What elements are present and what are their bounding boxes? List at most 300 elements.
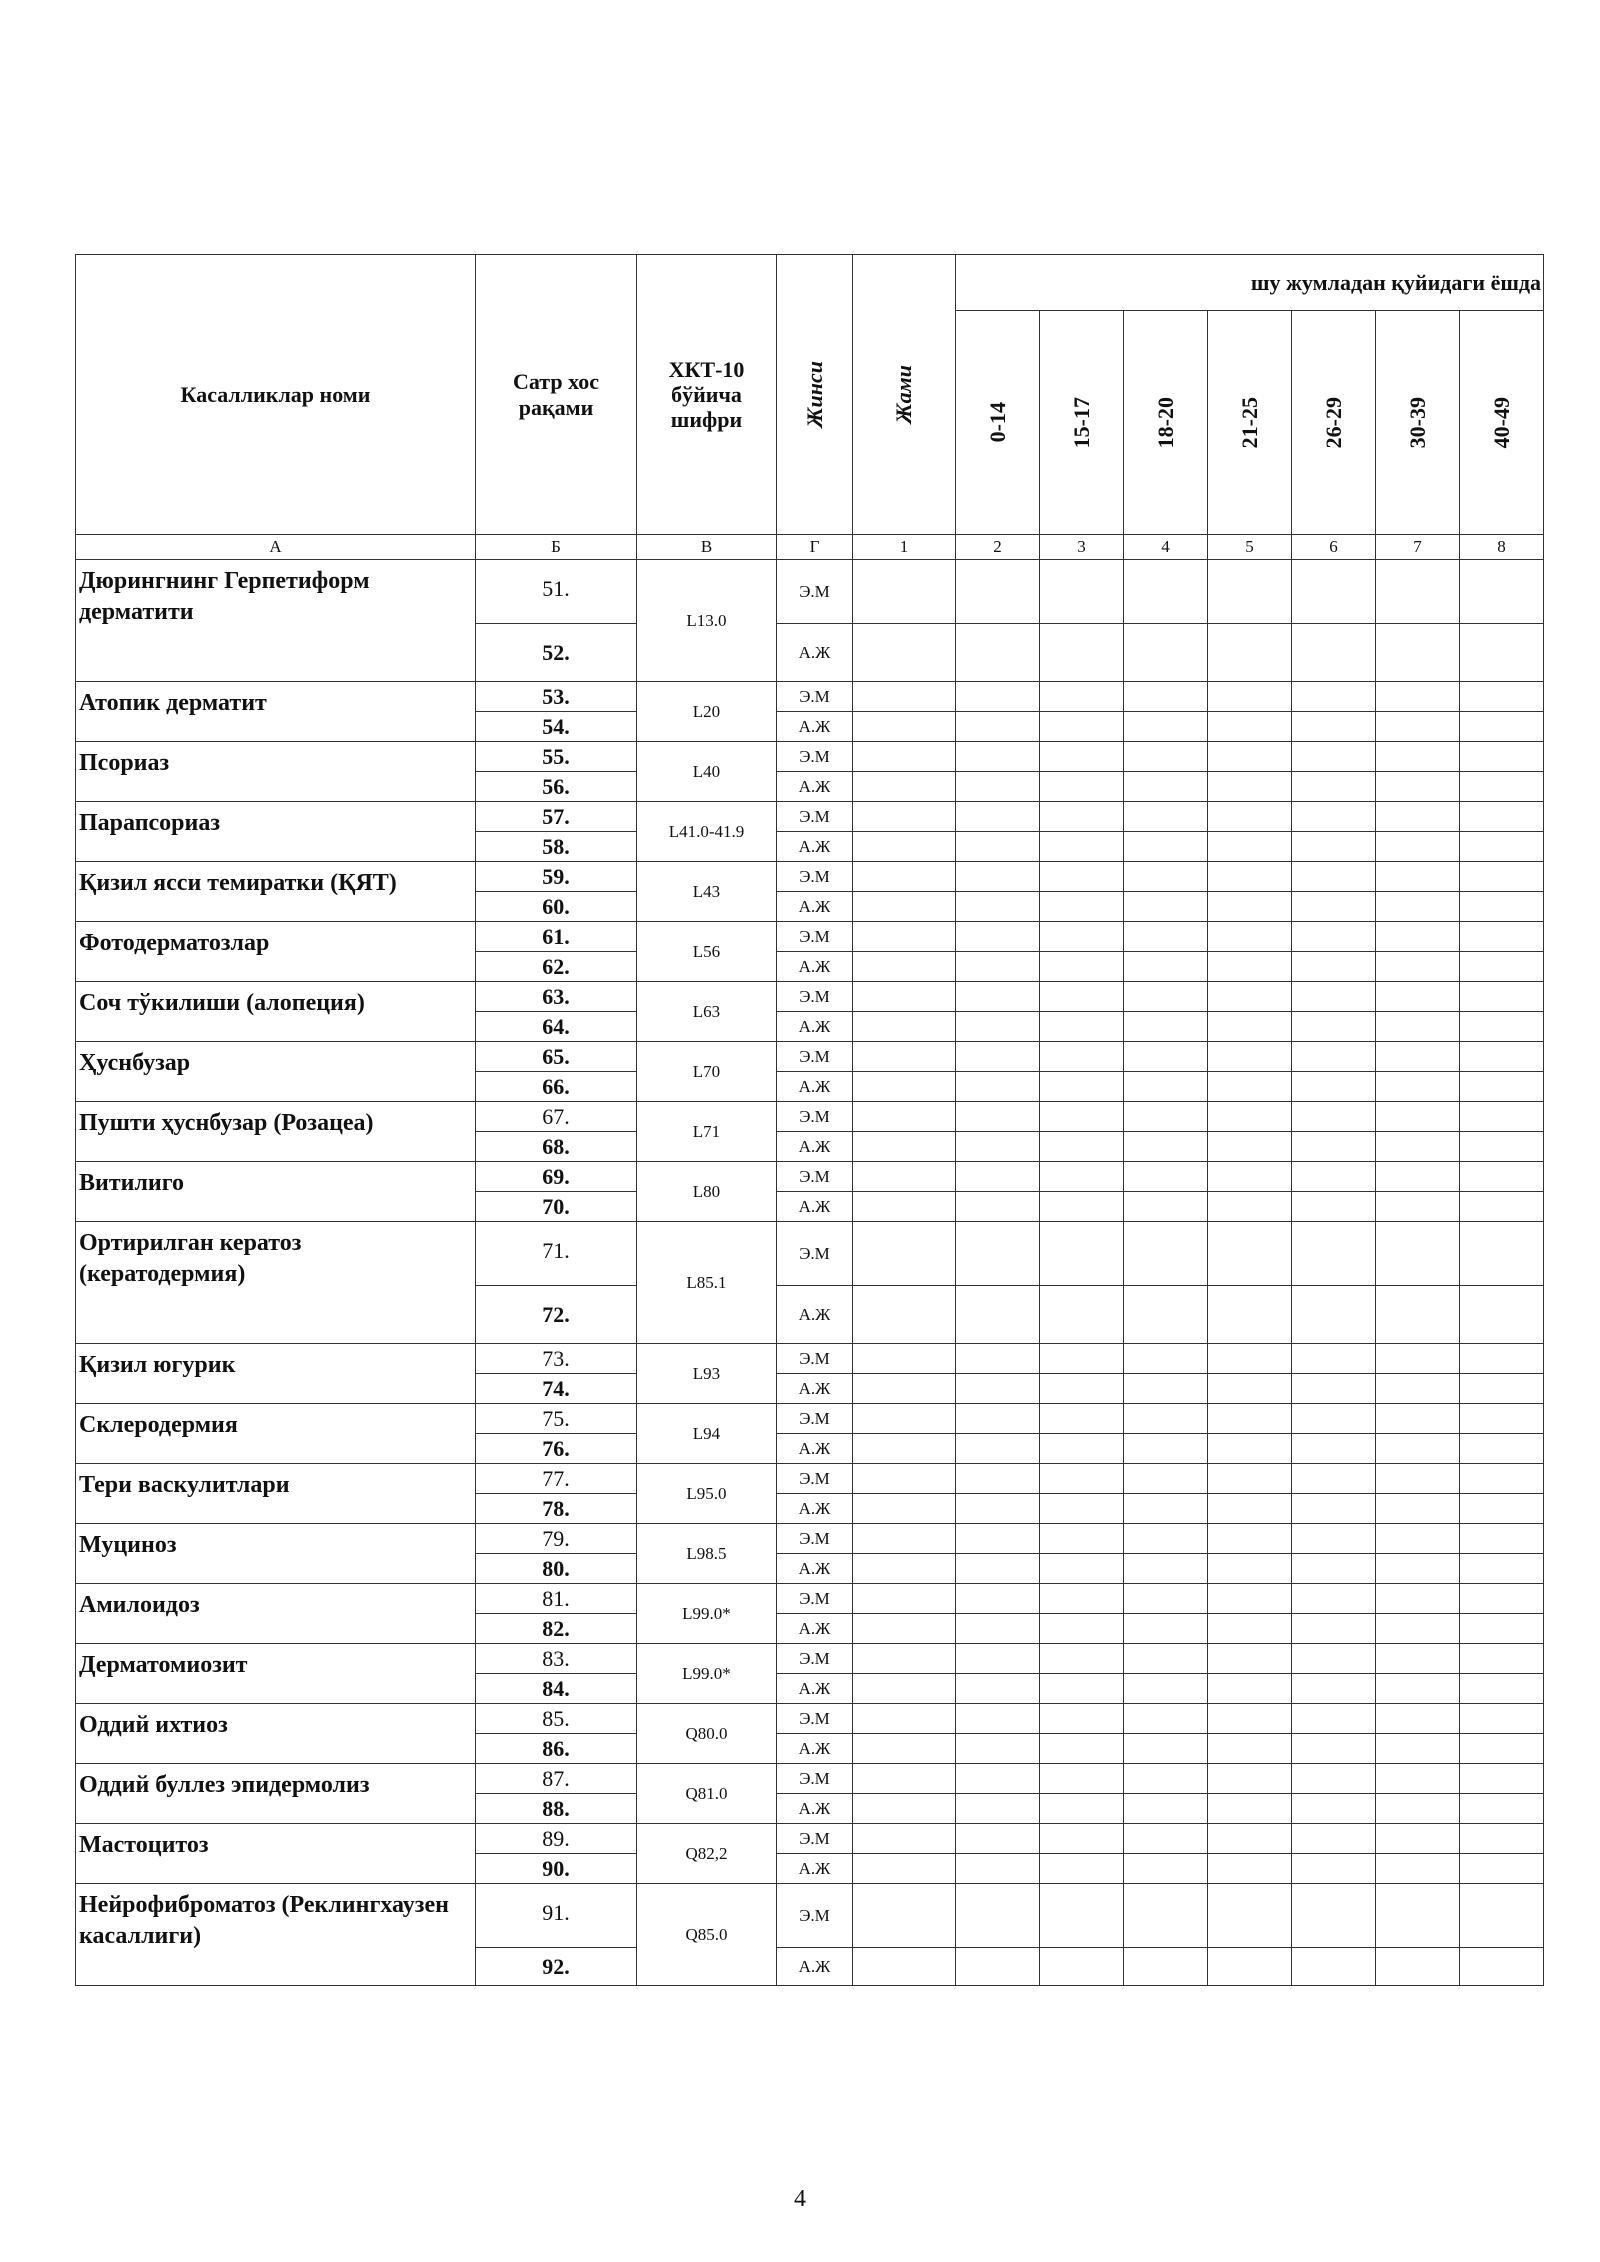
age-input-cell[interactable] <box>1460 1012 1544 1042</box>
age-input-cell[interactable] <box>956 1734 1040 1764</box>
age-input-cell[interactable] <box>1208 1734 1292 1764</box>
age-input-cell[interactable] <box>1292 922 1376 952</box>
age-input-cell[interactable] <box>1124 1222 1208 1286</box>
age-input-cell[interactable] <box>1460 862 1544 892</box>
total-input-cell[interactable] <box>853 1884 956 1948</box>
age-input-cell[interactable] <box>1460 1674 1544 1704</box>
age-input-cell[interactable] <box>1376 1222 1460 1286</box>
age-input-cell[interactable] <box>1040 892 1124 922</box>
age-input-cell[interactable] <box>1292 742 1376 772</box>
age-input-cell[interactable] <box>1460 1042 1544 1072</box>
age-input-cell[interactable] <box>1460 1404 1544 1434</box>
age-input-cell[interactable] <box>1460 1824 1544 1854</box>
total-input-cell[interactable] <box>853 1222 956 1286</box>
age-input-cell[interactable] <box>1376 982 1460 1012</box>
age-input-cell[interactable] <box>956 1674 1040 1704</box>
age-input-cell[interactable] <box>956 1344 1040 1374</box>
age-input-cell[interactable] <box>1040 772 1124 802</box>
age-input-cell[interactable] <box>1208 1222 1292 1286</box>
age-input-cell[interactable] <box>1376 1072 1460 1102</box>
age-input-cell[interactable] <box>1124 712 1208 742</box>
age-input-cell[interactable] <box>1292 1404 1376 1434</box>
age-input-cell[interactable] <box>1376 1344 1460 1374</box>
age-input-cell[interactable] <box>1292 1824 1376 1854</box>
age-input-cell[interactable] <box>1040 1704 1124 1734</box>
age-input-cell[interactable] <box>1376 1794 1460 1824</box>
age-input-cell[interactable] <box>956 1554 1040 1584</box>
age-input-cell[interactable] <box>1208 1494 1292 1524</box>
age-input-cell[interactable] <box>1040 742 1124 772</box>
age-input-cell[interactable] <box>1460 682 1544 712</box>
age-input-cell[interactable] <box>1292 1012 1376 1042</box>
age-input-cell[interactable] <box>1208 1674 1292 1704</box>
age-input-cell[interactable] <box>1460 712 1544 742</box>
total-input-cell[interactable] <box>853 1132 956 1162</box>
total-input-cell[interactable] <box>853 832 956 862</box>
age-input-cell[interactable] <box>1460 982 1544 1012</box>
age-input-cell[interactable] <box>956 624 1040 682</box>
age-input-cell[interactable] <box>956 1524 1040 1554</box>
age-input-cell[interactable] <box>1124 1734 1208 1764</box>
age-input-cell[interactable] <box>956 1704 1040 1734</box>
age-input-cell[interactable] <box>956 742 1040 772</box>
total-input-cell[interactable] <box>853 1344 956 1374</box>
age-input-cell[interactable] <box>956 952 1040 982</box>
total-input-cell[interactable] <box>853 1072 956 1102</box>
age-input-cell[interactable] <box>1208 682 1292 712</box>
total-input-cell[interactable] <box>853 1854 956 1884</box>
age-input-cell[interactable] <box>956 712 1040 742</box>
age-input-cell[interactable] <box>1208 1012 1292 1042</box>
age-input-cell[interactable] <box>1124 1764 1208 1794</box>
age-input-cell[interactable] <box>1376 952 1460 982</box>
total-input-cell[interactable] <box>853 772 956 802</box>
age-input-cell[interactable] <box>956 1162 1040 1192</box>
age-input-cell[interactable] <box>956 560 1040 624</box>
age-input-cell[interactable] <box>1124 1948 1208 1986</box>
age-input-cell[interactable] <box>1376 742 1460 772</box>
age-input-cell[interactable] <box>1460 1132 1544 1162</box>
total-input-cell[interactable] <box>853 1434 956 1464</box>
age-input-cell[interactable] <box>1460 1102 1544 1132</box>
total-input-cell[interactable] <box>853 1404 956 1434</box>
age-input-cell[interactable] <box>956 1644 1040 1674</box>
age-input-cell[interactable] <box>1376 1012 1460 1042</box>
age-input-cell[interactable] <box>1292 1644 1376 1674</box>
age-input-cell[interactable] <box>1460 1734 1544 1764</box>
age-input-cell[interactable] <box>1208 772 1292 802</box>
age-input-cell[interactable] <box>1040 682 1124 712</box>
total-input-cell[interactable] <box>853 1494 956 1524</box>
age-input-cell[interactable] <box>1376 1734 1460 1764</box>
age-input-cell[interactable] <box>1292 862 1376 892</box>
age-input-cell[interactable] <box>1376 1614 1460 1644</box>
age-input-cell[interactable] <box>1208 1434 1292 1464</box>
age-input-cell[interactable] <box>956 772 1040 802</box>
age-input-cell[interactable] <box>1376 1464 1460 1494</box>
age-input-cell[interactable] <box>1292 1374 1376 1404</box>
age-input-cell[interactable] <box>1040 862 1124 892</box>
total-input-cell[interactable] <box>853 922 956 952</box>
age-input-cell[interactable] <box>1040 1554 1124 1584</box>
age-input-cell[interactable] <box>1292 1704 1376 1734</box>
total-input-cell[interactable] <box>853 1192 956 1222</box>
age-input-cell[interactable] <box>1208 1464 1292 1494</box>
age-input-cell[interactable] <box>1376 1404 1460 1434</box>
age-input-cell[interactable] <box>1208 712 1292 742</box>
age-input-cell[interactable] <box>1040 1464 1124 1494</box>
age-input-cell[interactable] <box>1124 1524 1208 1554</box>
age-input-cell[interactable] <box>1376 712 1460 742</box>
total-input-cell[interactable] <box>853 802 956 832</box>
total-input-cell[interactable] <box>853 1012 956 1042</box>
age-input-cell[interactable] <box>1292 1584 1376 1614</box>
age-input-cell[interactable] <box>1460 1524 1544 1554</box>
age-input-cell[interactable] <box>1376 1434 1460 1464</box>
age-input-cell[interactable] <box>1376 1042 1460 1072</box>
age-input-cell[interactable] <box>1460 1948 1544 1986</box>
age-input-cell[interactable] <box>1208 1192 1292 1222</box>
age-input-cell[interactable] <box>1460 1584 1544 1614</box>
age-input-cell[interactable] <box>1208 802 1292 832</box>
age-input-cell[interactable] <box>1040 1404 1124 1434</box>
age-input-cell[interactable] <box>1292 712 1376 742</box>
age-input-cell[interactable] <box>1292 682 1376 712</box>
age-input-cell[interactable] <box>1292 624 1376 682</box>
age-input-cell[interactable] <box>1124 1824 1208 1854</box>
age-input-cell[interactable] <box>1124 982 1208 1012</box>
age-input-cell[interactable] <box>1292 1674 1376 1704</box>
age-input-cell[interactable] <box>1292 1192 1376 1222</box>
age-input-cell[interactable] <box>1040 1884 1124 1948</box>
age-input-cell[interactable] <box>1124 1584 1208 1614</box>
age-input-cell[interactable] <box>1292 1434 1376 1464</box>
age-input-cell[interactable] <box>1376 1524 1460 1554</box>
total-input-cell[interactable] <box>853 1704 956 1734</box>
total-input-cell[interactable] <box>853 1102 956 1132</box>
age-input-cell[interactable] <box>956 1948 1040 1986</box>
age-input-cell[interactable] <box>1292 1794 1376 1824</box>
total-input-cell[interactable] <box>853 1948 956 1986</box>
age-input-cell[interactable] <box>1376 1644 1460 1674</box>
age-input-cell[interactable] <box>1040 1192 1124 1222</box>
age-input-cell[interactable] <box>1460 1072 1544 1102</box>
total-input-cell[interactable] <box>853 952 956 982</box>
age-input-cell[interactable] <box>1292 1072 1376 1102</box>
age-input-cell[interactable] <box>1040 624 1124 682</box>
age-input-cell[interactable] <box>1460 1614 1544 1644</box>
age-input-cell[interactable] <box>1124 1884 1208 1948</box>
age-input-cell[interactable] <box>1040 1286 1124 1344</box>
age-input-cell[interactable] <box>1124 1464 1208 1494</box>
age-input-cell[interactable] <box>1124 624 1208 682</box>
total-input-cell[interactable] <box>853 982 956 1012</box>
age-input-cell[interactable] <box>1124 1554 1208 1584</box>
age-input-cell[interactable] <box>1040 1614 1124 1644</box>
age-input-cell[interactable] <box>1124 1704 1208 1734</box>
age-input-cell[interactable] <box>956 1192 1040 1222</box>
age-input-cell[interactable] <box>1208 1764 1292 1794</box>
age-input-cell[interactable] <box>1460 1884 1544 1948</box>
total-input-cell[interactable] <box>853 892 956 922</box>
age-input-cell[interactable] <box>1292 1222 1376 1286</box>
age-input-cell[interactable] <box>1292 1102 1376 1132</box>
total-input-cell[interactable] <box>853 1524 956 1554</box>
age-input-cell[interactable] <box>1292 1132 1376 1162</box>
age-input-cell[interactable] <box>1460 742 1544 772</box>
age-input-cell[interactable] <box>1460 1854 1544 1884</box>
age-input-cell[interactable] <box>1376 892 1460 922</box>
age-input-cell[interactable] <box>1208 1644 1292 1674</box>
total-input-cell[interactable] <box>853 1162 956 1192</box>
total-input-cell[interactable] <box>853 1554 956 1584</box>
age-input-cell[interactable] <box>1292 1494 1376 1524</box>
total-input-cell[interactable] <box>853 682 956 712</box>
age-input-cell[interactable] <box>1040 1162 1124 1192</box>
age-input-cell[interactable] <box>1124 862 1208 892</box>
age-input-cell[interactable] <box>1124 742 1208 772</box>
total-input-cell[interactable] <box>853 560 956 624</box>
age-input-cell[interactable] <box>1124 1042 1208 1072</box>
age-input-cell[interactable] <box>1124 1344 1208 1374</box>
age-input-cell[interactable] <box>1040 982 1124 1012</box>
age-input-cell[interactable] <box>956 1584 1040 1614</box>
age-input-cell[interactable] <box>956 862 1040 892</box>
total-input-cell[interactable] <box>853 862 956 892</box>
age-input-cell[interactable] <box>1208 742 1292 772</box>
age-input-cell[interactable] <box>1040 1222 1124 1286</box>
age-input-cell[interactable] <box>1376 1674 1460 1704</box>
age-input-cell[interactable] <box>956 1884 1040 1948</box>
age-input-cell[interactable] <box>1292 1464 1376 1494</box>
age-input-cell[interactable] <box>1292 892 1376 922</box>
age-input-cell[interactable] <box>1208 1554 1292 1584</box>
age-input-cell[interactable] <box>1460 802 1544 832</box>
age-input-cell[interactable] <box>956 832 1040 862</box>
age-input-cell[interactable] <box>1292 1854 1376 1884</box>
age-input-cell[interactable] <box>1040 560 1124 624</box>
age-input-cell[interactable] <box>1124 1012 1208 1042</box>
age-input-cell[interactable] <box>956 1464 1040 1494</box>
age-input-cell[interactable] <box>1040 1494 1124 1524</box>
total-input-cell[interactable] <box>853 1464 956 1494</box>
age-input-cell[interactable] <box>956 892 1040 922</box>
total-input-cell[interactable] <box>853 1644 956 1674</box>
age-input-cell[interactable] <box>1376 1102 1460 1132</box>
age-input-cell[interactable] <box>1460 1794 1544 1824</box>
age-input-cell[interactable] <box>1124 560 1208 624</box>
age-input-cell[interactable] <box>1208 832 1292 862</box>
total-input-cell[interactable] <box>853 1374 956 1404</box>
age-input-cell[interactable] <box>1460 892 1544 922</box>
age-input-cell[interactable] <box>1208 1948 1292 1986</box>
age-input-cell[interactable] <box>1124 682 1208 712</box>
age-input-cell[interactable] <box>956 1614 1040 1644</box>
age-input-cell[interactable] <box>1292 832 1376 862</box>
total-input-cell[interactable] <box>853 1794 956 1824</box>
age-input-cell[interactable] <box>1040 1674 1124 1704</box>
age-input-cell[interactable] <box>1040 1854 1124 1884</box>
age-input-cell[interactable] <box>1376 1162 1460 1192</box>
age-input-cell[interactable] <box>956 802 1040 832</box>
age-input-cell[interactable] <box>1376 772 1460 802</box>
age-input-cell[interactable] <box>1040 1344 1124 1374</box>
age-input-cell[interactable] <box>1208 1824 1292 1854</box>
age-input-cell[interactable] <box>1040 1824 1124 1854</box>
age-input-cell[interactable] <box>1292 1162 1376 1192</box>
age-input-cell[interactable] <box>956 1404 1040 1434</box>
age-input-cell[interactable] <box>1208 1524 1292 1554</box>
age-input-cell[interactable] <box>1460 1374 1544 1404</box>
age-input-cell[interactable] <box>1292 1884 1376 1948</box>
age-input-cell[interactable] <box>1376 1554 1460 1584</box>
age-input-cell[interactable] <box>1292 1286 1376 1344</box>
age-input-cell[interactable] <box>1292 952 1376 982</box>
age-input-cell[interactable] <box>1376 1374 1460 1404</box>
age-input-cell[interactable] <box>1208 952 1292 982</box>
age-input-cell[interactable] <box>1292 1344 1376 1374</box>
age-input-cell[interactable] <box>1124 1434 1208 1464</box>
age-input-cell[interactable] <box>1292 772 1376 802</box>
total-input-cell[interactable] <box>853 624 956 682</box>
age-input-cell[interactable] <box>1376 1286 1460 1344</box>
age-input-cell[interactable] <box>1292 1764 1376 1794</box>
age-input-cell[interactable] <box>1376 1948 1460 1986</box>
age-input-cell[interactable] <box>1124 1644 1208 1674</box>
age-input-cell[interactable] <box>1124 1286 1208 1344</box>
age-input-cell[interactable] <box>1376 862 1460 892</box>
age-input-cell[interactable] <box>956 1102 1040 1132</box>
age-input-cell[interactable] <box>1208 1132 1292 1162</box>
age-input-cell[interactable] <box>956 982 1040 1012</box>
age-input-cell[interactable] <box>1208 1404 1292 1434</box>
age-input-cell[interactable] <box>1208 1884 1292 1948</box>
age-input-cell[interactable] <box>1292 1554 1376 1584</box>
age-input-cell[interactable] <box>1460 1764 1544 1794</box>
age-input-cell[interactable] <box>1460 1192 1544 1222</box>
age-input-cell[interactable] <box>1040 1102 1124 1132</box>
age-input-cell[interactable] <box>1208 1374 1292 1404</box>
age-input-cell[interactable] <box>1124 772 1208 802</box>
age-input-cell[interactable] <box>1040 1072 1124 1102</box>
age-input-cell[interactable] <box>956 682 1040 712</box>
age-input-cell[interactable] <box>1124 1102 1208 1132</box>
age-input-cell[interactable] <box>956 1854 1040 1884</box>
age-input-cell[interactable] <box>1376 1494 1460 1524</box>
age-input-cell[interactable] <box>1376 832 1460 862</box>
age-input-cell[interactable] <box>1124 1854 1208 1884</box>
age-input-cell[interactable] <box>1040 1764 1124 1794</box>
age-input-cell[interactable] <box>1376 682 1460 712</box>
age-input-cell[interactable] <box>1040 1794 1124 1824</box>
age-input-cell[interactable] <box>1124 1192 1208 1222</box>
age-input-cell[interactable] <box>1376 1854 1460 1884</box>
age-input-cell[interactable] <box>1460 1222 1544 1286</box>
age-input-cell[interactable] <box>1208 1042 1292 1072</box>
age-input-cell[interactable] <box>1460 1162 1544 1192</box>
total-input-cell[interactable] <box>853 742 956 772</box>
age-input-cell[interactable] <box>1376 1764 1460 1794</box>
age-input-cell[interactable] <box>1292 1614 1376 1644</box>
age-input-cell[interactable] <box>1460 772 1544 802</box>
age-input-cell[interactable] <box>956 1222 1040 1286</box>
age-input-cell[interactable] <box>1460 1494 1544 1524</box>
age-input-cell[interactable] <box>1460 1554 1544 1584</box>
age-input-cell[interactable] <box>1040 1042 1124 1072</box>
age-input-cell[interactable] <box>1124 1614 1208 1644</box>
age-input-cell[interactable] <box>1124 892 1208 922</box>
age-input-cell[interactable] <box>1124 802 1208 832</box>
age-input-cell[interactable] <box>1124 922 1208 952</box>
age-input-cell[interactable] <box>1376 1824 1460 1854</box>
age-input-cell[interactable] <box>956 1764 1040 1794</box>
age-input-cell[interactable] <box>956 1286 1040 1344</box>
age-input-cell[interactable] <box>1208 1286 1292 1344</box>
age-input-cell[interactable] <box>1124 952 1208 982</box>
age-input-cell[interactable] <box>1208 1344 1292 1374</box>
age-input-cell[interactable] <box>1292 802 1376 832</box>
age-input-cell[interactable] <box>956 1794 1040 1824</box>
age-input-cell[interactable] <box>1124 1072 1208 1102</box>
age-input-cell[interactable] <box>1208 1584 1292 1614</box>
age-input-cell[interactable] <box>1460 1344 1544 1374</box>
age-input-cell[interactable] <box>1124 832 1208 862</box>
age-input-cell[interactable] <box>1040 1734 1124 1764</box>
age-input-cell[interactable] <box>1460 952 1544 982</box>
age-input-cell[interactable] <box>1460 1644 1544 1674</box>
age-input-cell[interactable] <box>1376 1584 1460 1614</box>
age-input-cell[interactable] <box>1208 1704 1292 1734</box>
total-input-cell[interactable] <box>853 712 956 742</box>
total-input-cell[interactable] <box>853 1734 956 1764</box>
age-input-cell[interactable] <box>1376 802 1460 832</box>
age-input-cell[interactable] <box>1208 1162 1292 1192</box>
age-input-cell[interactable] <box>956 1494 1040 1524</box>
age-input-cell[interactable] <box>1376 1132 1460 1162</box>
age-input-cell[interactable] <box>1292 982 1376 1012</box>
age-input-cell[interactable] <box>1208 922 1292 952</box>
age-input-cell[interactable] <box>1460 832 1544 862</box>
age-input-cell[interactable] <box>1292 1948 1376 1986</box>
age-input-cell[interactable] <box>956 1824 1040 1854</box>
age-input-cell[interactable] <box>1460 922 1544 952</box>
age-input-cell[interactable] <box>1460 1434 1544 1464</box>
total-input-cell[interactable] <box>853 1042 956 1072</box>
age-input-cell[interactable] <box>1208 892 1292 922</box>
age-input-cell[interactable] <box>1208 1102 1292 1132</box>
age-input-cell[interactable] <box>1460 1464 1544 1494</box>
age-input-cell[interactable] <box>1040 1132 1124 1162</box>
age-input-cell[interactable] <box>1040 1434 1124 1464</box>
age-input-cell[interactable] <box>1124 1794 1208 1824</box>
age-input-cell[interactable] <box>956 1072 1040 1102</box>
total-input-cell[interactable] <box>853 1614 956 1644</box>
age-input-cell[interactable] <box>1040 802 1124 832</box>
age-input-cell[interactable] <box>1124 1374 1208 1404</box>
age-input-cell[interactable] <box>1208 1854 1292 1884</box>
age-input-cell[interactable] <box>1292 1524 1376 1554</box>
age-input-cell[interactable] <box>1040 832 1124 862</box>
age-input-cell[interactable] <box>1040 1524 1124 1554</box>
age-input-cell[interactable] <box>1208 560 1292 624</box>
age-input-cell[interactable] <box>1376 560 1460 624</box>
age-input-cell[interactable] <box>956 1374 1040 1404</box>
age-input-cell[interactable] <box>1124 1494 1208 1524</box>
age-input-cell[interactable] <box>1124 1162 1208 1192</box>
age-input-cell[interactable] <box>1040 712 1124 742</box>
age-input-cell[interactable] <box>1040 1948 1124 1986</box>
age-input-cell[interactable] <box>1376 1192 1460 1222</box>
